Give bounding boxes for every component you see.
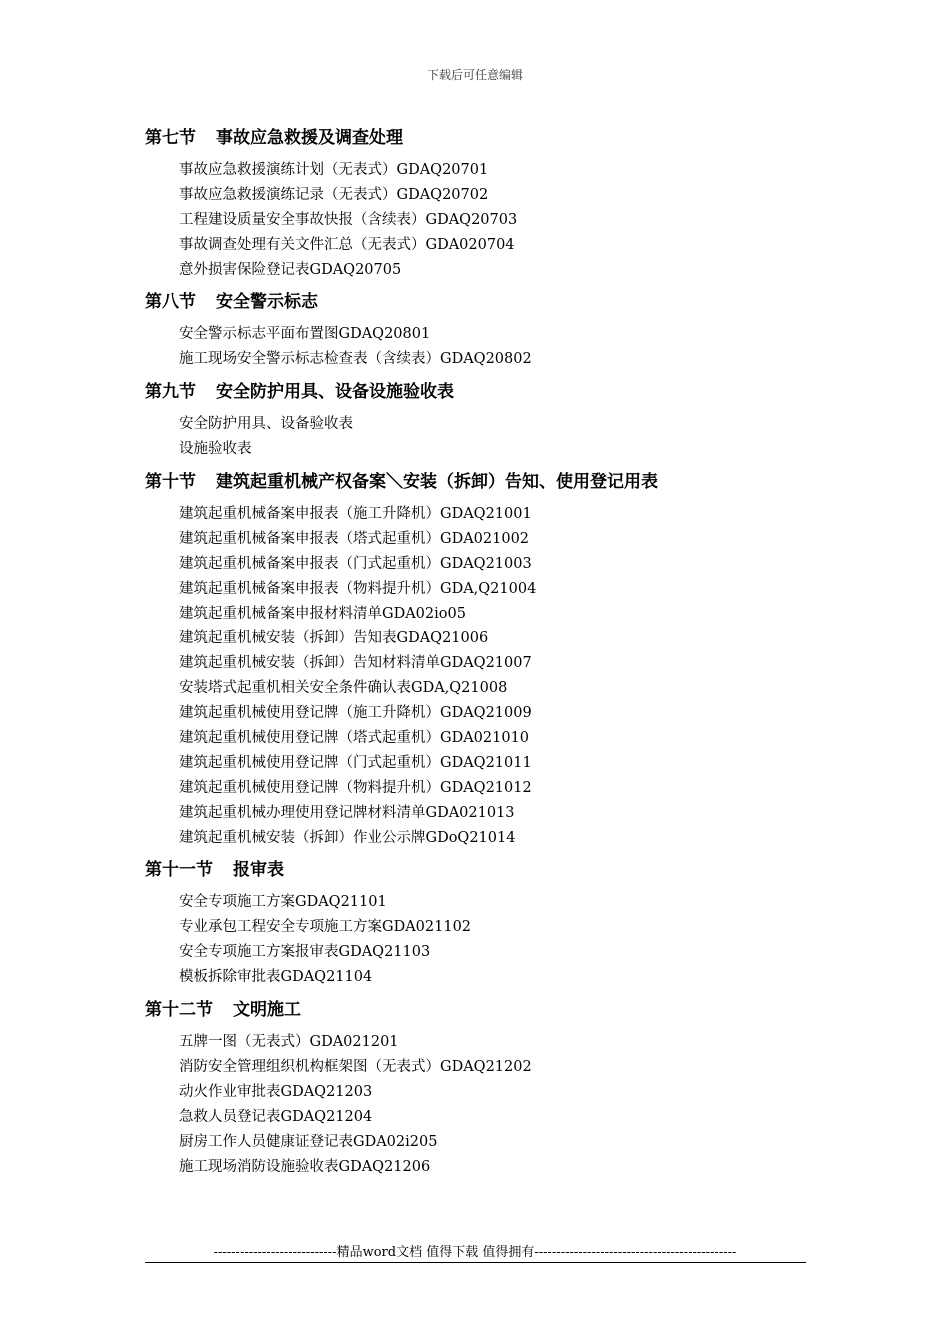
list-item: 施工现场消防设施验收表GDAQ21206: [179, 1158, 431, 1175]
list-item: 工程建设质量安全事故快报（含续表）GDAQ20703: [179, 211, 518, 228]
list-item: 建筑起重机械备案申报表（塔式起重机）GDA021002: [179, 530, 530, 547]
section-heading: [145, 856, 825, 884]
list-item: 建筑起重机械安装（拆卸）告知表GDAQ21006: [179, 630, 489, 647]
section-7: [145, 124, 825, 282]
list-item: 五牌一图（无表式）GDA021201: [179, 1034, 399, 1051]
section-title: 安全警示标志: [216, 292, 318, 313]
section-number: 第十一节: [145, 860, 213, 881]
list-item: 安全警示标志平面布置图GDAQ20801: [179, 326, 431, 343]
list-item: 模板拆除审批表GDAQ21104: [179, 969, 373, 986]
list-item: 事故应急救援演练记录（无表式）GDAQ20702: [179, 186, 489, 203]
list-item: 事故调查处理有关文件汇总（无表式）GDA020704: [179, 236, 515, 253]
section-8: [145, 288, 825, 372]
list-item: 建筑起重机械使用登记牌（施工升降机）GDAQ21009: [179, 705, 532, 722]
list-item: 施工现场安全警示标志检查表（含续表）GDAQ20802: [179, 351, 532, 368]
list-item: 安装塔式起重机相关安全条件确认表GDA,Q21008: [179, 680, 508, 697]
footer-text: ----------------------------精品word文档 值得下载 值得拥有----------------------------------------------: [213, 1245, 737, 1260]
list-item: 急救人员登记表GDAQ21204: [179, 1108, 373, 1125]
section-heading: [145, 468, 825, 496]
list-item: 建筑起重机械安装（拆卸）告知材料清单GDAQ21007: [179, 655, 532, 672]
section-item-list: [145, 890, 825, 990]
section-12: [145, 996, 825, 1179]
section-item-list: [145, 502, 825, 850]
list-item: 专业承包工程安全专项施工方案GDA021102: [179, 919, 472, 936]
list-item: 建筑起重机械备案申报材料清单GDA02io05: [179, 605, 466, 622]
list-item: 建筑起重机械办理使用登记牌材料清单GDA021013: [179, 804, 515, 821]
list-item: 设施验收表: [179, 441, 252, 458]
section-number: 第九节: [145, 382, 196, 403]
section-item-list: [145, 1030, 825, 1179]
list-item: 建筑起重机械备案申报表（物料提升机）GDA,Q21004: [179, 580, 537, 597]
list-item: 消防安全管理组织机构框架图（无表式）GDAQ21202: [179, 1058, 532, 1075]
list-item: 意外损害保险登记表GDAQ20705: [179, 261, 402, 278]
list-item: 动火作业审批表GDAQ21203: [179, 1083, 373, 1100]
section-title: 建筑起重机械产权备案＼安装（拆卸）告知、使用登记用表: [216, 472, 658, 493]
list-item: 建筑起重机械使用登记牌（物料提升机）GDAQ21012: [179, 779, 532, 796]
header-note: 下载后可任意编辑: [426, 68, 523, 82]
list-item: 安全专项施工方案报审表GDAQ21103: [179, 944, 431, 961]
section-number: 第十节: [145, 472, 196, 493]
section-heading: [145, 124, 825, 152]
footer-divider: [145, 1262, 806, 1263]
section-item-list: [145, 322, 825, 372]
section-9: [145, 378, 825, 462]
section-heading: [145, 996, 825, 1024]
section-number: 第八节: [145, 292, 196, 313]
section-heading: [145, 288, 825, 316]
section-item-list: [145, 412, 825, 462]
document-body: [145, 124, 825, 1185]
section-11: [145, 856, 825, 990]
list-item: 事故应急救援演练计划（无表式）GDAQ20701: [179, 162, 489, 178]
list-item: 建筑起重机械备案申报表（门式起重机）GDAQ21003: [179, 555, 532, 572]
section-heading: [145, 378, 825, 406]
section-title: 报审表: [233, 860, 284, 881]
section-item-list: [145, 158, 825, 282]
list-item: 建筑起重机械使用登记牌（门式起重机）GDAQ21011: [179, 754, 532, 771]
section-title: 事故应急救援及调查处理: [216, 128, 403, 148]
list-item: 建筑起重机械使用登记牌（塔式起重机）GDA021010: [179, 730, 530, 747]
list-item: 建筑起重机械安装（拆卸）作业公示牌GDoQ21014: [179, 829, 516, 846]
section-number: 第十二节: [145, 1000, 213, 1021]
list-item: 安全专项施工方案GDAQ21101: [179, 894, 387, 911]
section-number: 第七节: [145, 128, 196, 148]
list-item: 建筑起重机械备案申报表（施工升降机）GDAQ21001: [179, 506, 532, 523]
section-title: 安全防护用具、设备设施验收表: [216, 382, 454, 403]
section-title: 文明施工: [233, 1000, 301, 1021]
list-item: 安全防护用具、设备验收表: [179, 416, 353, 433]
section-10: [145, 468, 825, 850]
list-item: 厨房工作人员健康证登记表GDA02i205: [179, 1133, 438, 1150]
